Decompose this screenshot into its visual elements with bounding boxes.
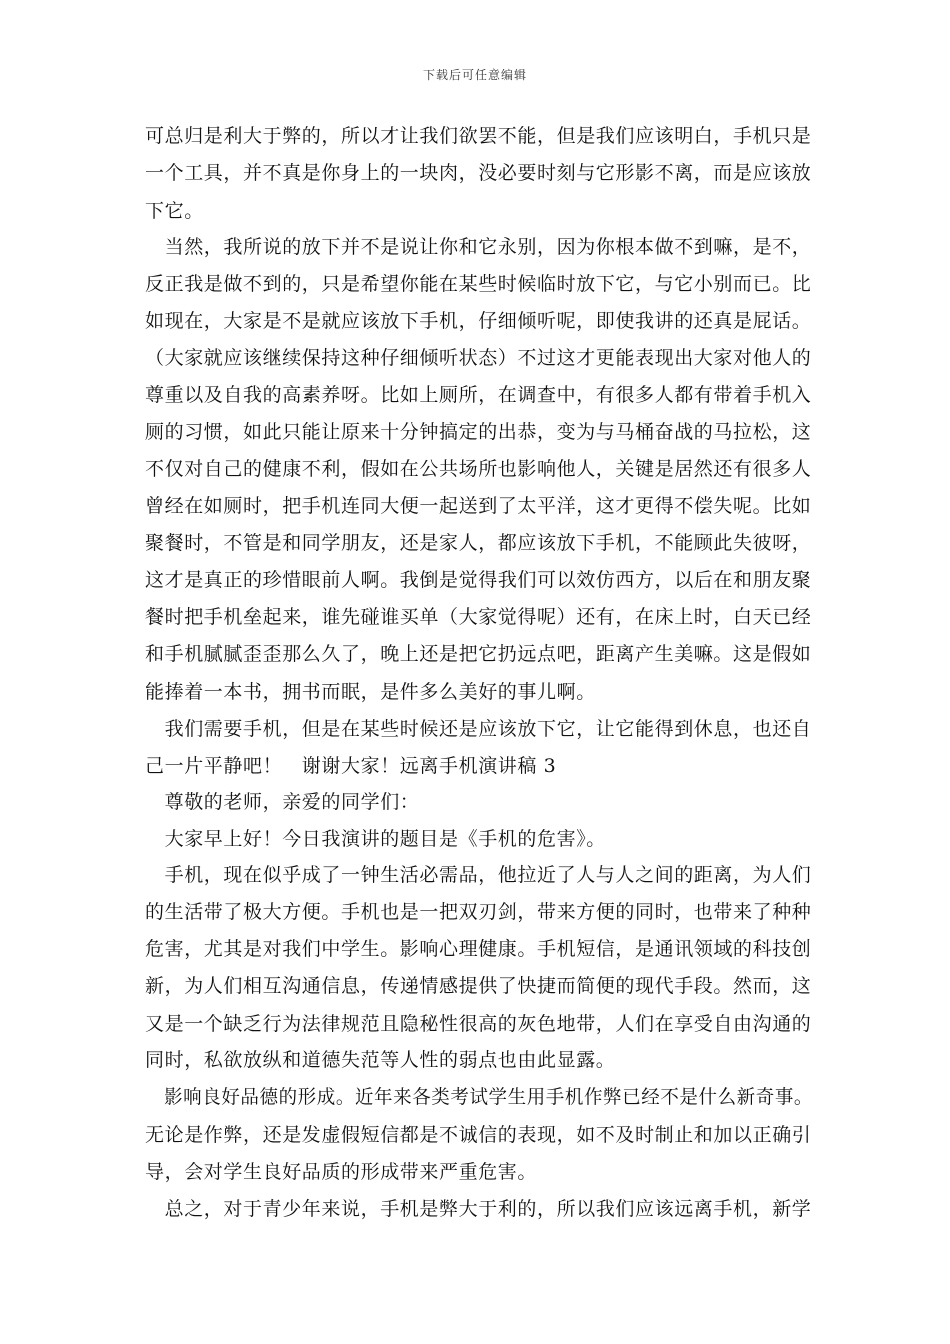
text-line: 和手机腻腻歪歪那么久了，晚上还是把它扔远点吧，距离产生美嘛。这是假如 [145,643,812,665]
text-line: 大家早上好！今日我演讲的题目是《手机的危害》。 [145,828,606,850]
text-line: 又是一个缺乏行为法律规范且隐秘性很高的灰色地带，人们在享受自由沟通的 [145,1013,812,1035]
text-line: 不仅对自己的健康不利，假如在公共场所也影响他人，关键是居然还有很多人 [145,458,812,480]
text-line: 总之，对于青少年来说，手机是弊大于利的，所以我们应该远离手机，新学 [145,1198,812,1220]
text-line: 尊重以及自我的高素养呀。比如上厕所，在调查中，有很多人都有带着手机入 [145,384,812,406]
text-line: 能捧着一本书，拥书而眠，是件多么美好的事儿啊。 [145,681,596,703]
text-line: 我们需要手机，但是在某些时候还是应该放下它，让它能得到休息，也还自 [145,718,812,740]
text-line: 下它。 [145,200,204,222]
text-line: 无论是作弊，还是发虚假短信都是不诚信的表现，如不及时制止和加以正确引 [145,1124,812,1146]
text-line: 危害，尤其是对我们中学生。影响心理健康。手机短信，是通讯领域的科技创 [145,938,812,960]
text-line: 聚餐时，不管是和同学朋友，还是家人，都应该放下手机，不能顾此失彼呀， [145,532,812,554]
text-line: 己一片平静吧！ 谢谢大家！远离手机演讲稿 3 [145,755,557,777]
text-line: 导，会对学生良好品质的形成带来严重危害。 [145,1161,538,1183]
text-line: 反正我是做不到的，只是希望你能在某些时候临时放下它，与它小别而已。比 [145,273,812,295]
text-line: 曾经在如厕时，把手机连同大便一起送到了太平洋，这才更得不偿失呢。比如 [145,495,812,517]
text-line: 影响良好品德的形成。近年来各类考试学生用手机作弊已经不是什么新奇事。 [145,1086,814,1108]
text-line: 厕的习惯，如此只能让原来十分钟搞定的出恭，变为与马桶奋战的马拉松，这 [145,421,812,443]
text-line: 餐时把手机垒起来，谁先碰谁买单（大家觉得呢）还有，在床上时，白天已经 [145,606,812,628]
text-line: 如现在，大家是不是就应该放下手机，仔细倾听呢，即使我讲的还真是屁话。 [145,310,812,332]
text-line: 一个工具，并不真是你身上的一块肉，没必要时刻与它形影不离，而是应该放 [145,162,812,184]
text-line: 当然，我所说的放下并不是说让你和它永别，因为你根本做不到嘛，是不， [145,236,812,258]
text-line: 同时，私欲放纵和道德失范等人性的弱点也由此显露。 [145,1049,616,1071]
text-line: 这才是真正的珍惜眼前人啊。我倒是觉得我们可以效仿西方，以后在和朋友聚 [145,569,812,591]
text-line: 新，为人们相互沟通信息，传递情感提供了快捷而简便的现代手段。然而，这 [145,975,812,997]
text-line: 手机，现在似乎成了一钟生活必需品，他拉近了人与人之间的距离，为人们 [145,864,812,886]
text-line: 尊敬的老师，亲爱的同学们： [145,791,420,813]
text-line: 可总归是利大于弊的，所以才让我们欲罢不能，但是我们应该明白，手机只是 [145,125,812,147]
text-line: （大家就应该继续保持这种仔细倾听状态）不过这才更能表现出大家对他人的 [145,347,812,369]
page-header: 下载后可任意编辑 [422,68,527,82]
text-line: 的生活带了极大方便。手机也是一把双刃剑，带来方便的同时，也带来了种种 [145,901,812,923]
